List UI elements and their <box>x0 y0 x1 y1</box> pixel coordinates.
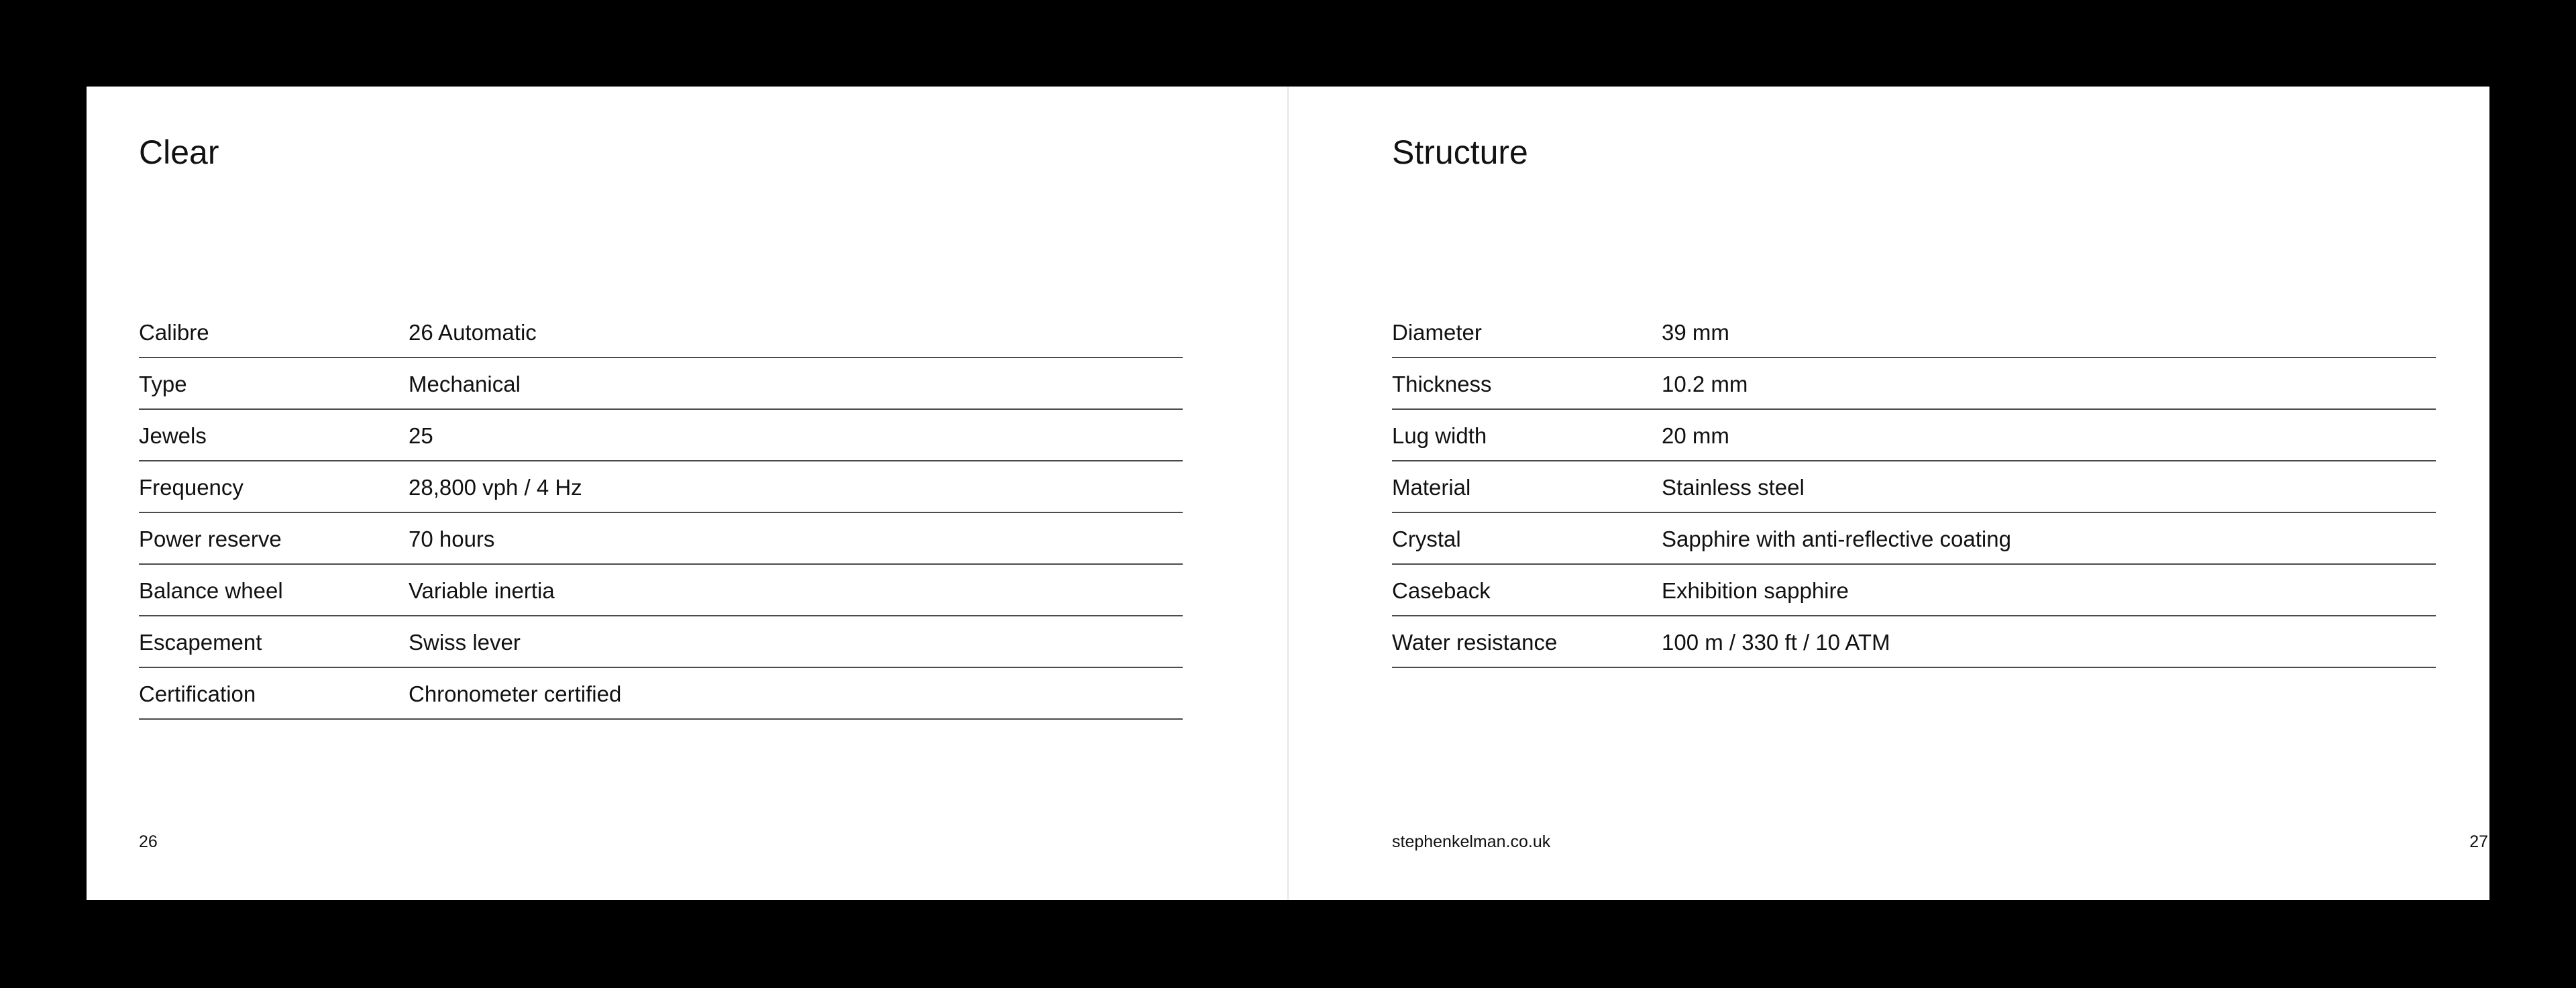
spec-row-thickness <box>1392 358 2436 410</box>
page-title: Clear <box>139 133 219 171</box>
spec-label: Diameter <box>1392 320 1482 345</box>
spec-label: Escapement <box>139 630 262 655</box>
spec-value: 70 hours <box>409 527 495 551</box>
spec-row-material <box>1392 461 2436 513</box>
spec-label: Power reserve <box>139 527 282 551</box>
spec-row-water-resistance <box>1392 616 2436 668</box>
structure-spec-table <box>1392 307 2436 668</box>
spec-value: Mechanical <box>409 372 521 396</box>
spec-label: Certification <box>139 681 256 706</box>
spec-label: Water resistance <box>1392 630 1558 655</box>
spec-row-balance-wheel <box>139 565 1183 616</box>
spec-label: Type <box>139 372 187 396</box>
spec-value: 100 m / 330 ft / 10 ATM <box>1662 630 1890 655</box>
spec-value: 20 mm <box>1662 423 1729 448</box>
spec-row-power-reserve <box>139 513 1183 565</box>
page-number: 27 <box>2469 832 2488 851</box>
spec-value: Variable inertia <box>409 578 555 603</box>
spec-row-type <box>139 358 1183 410</box>
spec-value: Swiss lever <box>409 630 521 655</box>
spec-value: Sapphire with anti-reflective coating <box>1662 527 2011 551</box>
spec-row-escapement <box>139 616 1183 668</box>
spec-row-caseback <box>1392 565 2436 616</box>
spec-label: Material <box>1392 475 1471 500</box>
spec-row-crystal <box>1392 513 2436 565</box>
spec-label: Frequency <box>139 475 244 500</box>
spec-row-jewels <box>139 410 1183 461</box>
spec-value: 39 mm <box>1662 320 1729 345</box>
spec-row-frequency <box>139 461 1183 513</box>
left-page <box>139 87 1183 900</box>
spec-value: 26 Automatic <box>409 320 537 345</box>
spec-value: 25 <box>409 423 433 448</box>
book-spread <box>87 87 2489 900</box>
page-title: Structure <box>1392 133 1528 171</box>
spec-value: Chronometer certified <box>409 681 622 706</box>
spec-label: Balance wheel <box>139 578 283 603</box>
page-number: 26 <box>139 832 158 851</box>
spec-label: Calibre <box>139 320 209 345</box>
spec-label: Caseback <box>1392 578 1491 603</box>
spec-label: Lug width <box>1392 423 1487 448</box>
footer-website-url: stephenkelman.co.uk <box>1392 832 1551 851</box>
spec-label: Crystal <box>1392 527 1461 551</box>
spec-label: Jewels <box>139 423 207 448</box>
spec-row-calibre <box>139 307 1183 358</box>
spec-label: Thickness <box>1392 372 1492 396</box>
spec-value: Exhibition sapphire <box>1662 578 1849 603</box>
page-gutter <box>1287 87 1289 900</box>
spec-value: 10.2 mm <box>1662 372 1748 396</box>
spec-value: Stainless steel <box>1662 475 1805 500</box>
spec-row-diameter <box>1392 307 2436 358</box>
spec-value: 28,800 vph / 4 Hz <box>409 475 582 500</box>
right-page <box>1392 87 2488 900</box>
spec-row-certification <box>139 668 1183 720</box>
calibre-spec-table <box>139 307 1183 720</box>
spec-row-lug-width <box>1392 410 2436 461</box>
